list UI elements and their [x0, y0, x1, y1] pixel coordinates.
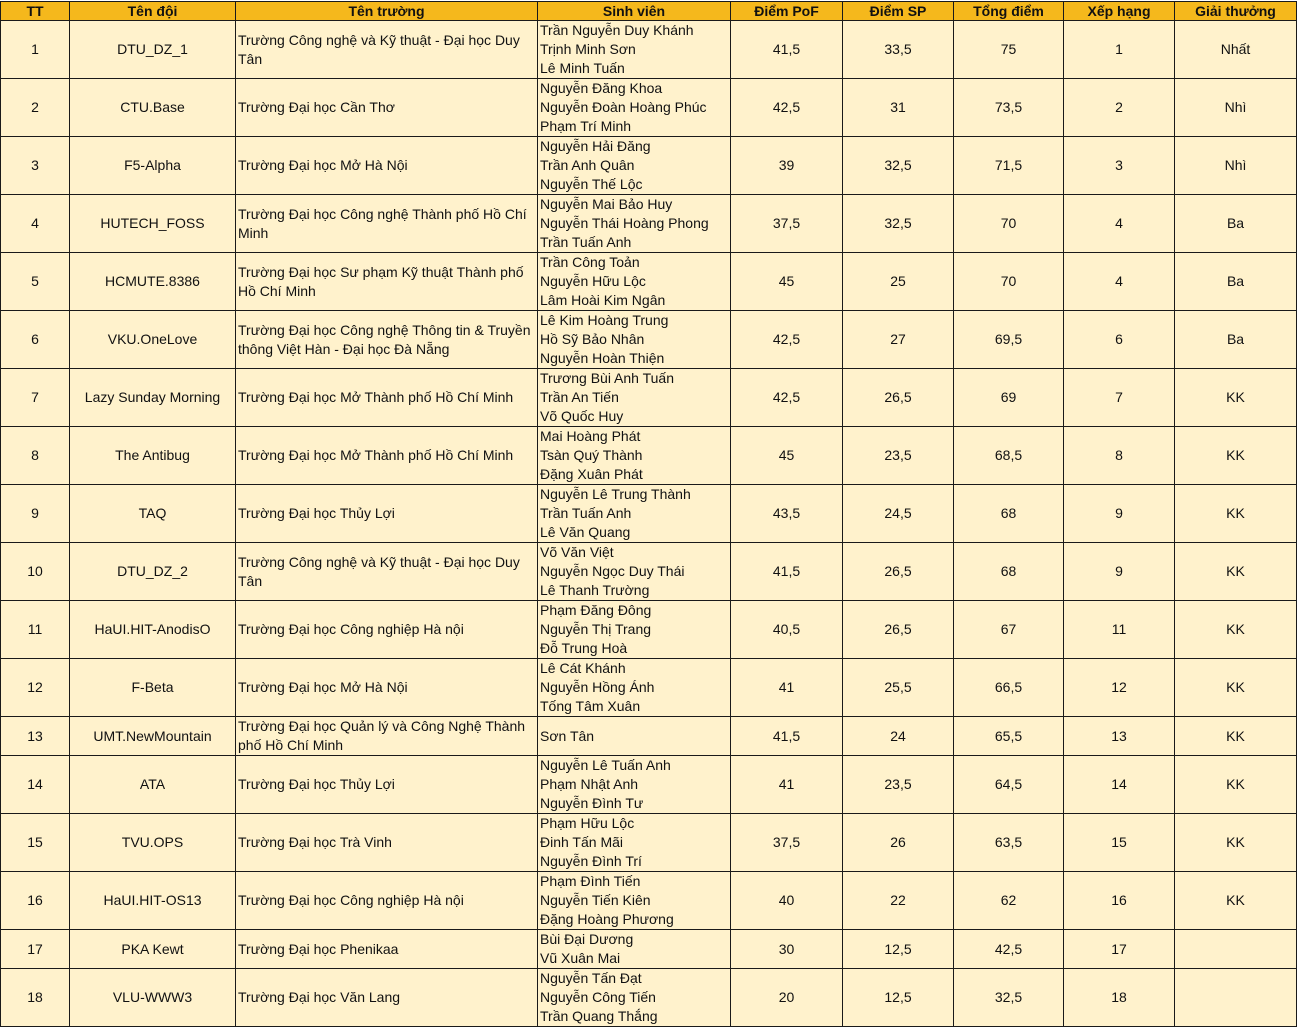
cell-sp: 24 — [843, 717, 954, 756]
cell-sp: 12,5 — [843, 930, 954, 969]
student-name: Nguyễn Ngọc Duy Thái — [540, 563, 685, 579]
cell-team: The Antibug — [70, 427, 236, 485]
cell-school: Trường Đại học Sư phạm Kỹ thuật Thành phố Hồ Chí Minh — [236, 253, 538, 311]
header-award: Giải thưởng — [1175, 2, 1297, 21]
cell-award: KK — [1175, 872, 1297, 930]
cell-total: 69,5 — [954, 311, 1064, 369]
cell-rank: 9 — [1064, 543, 1175, 601]
cell-students — [538, 601, 731, 659]
cell-award: KK — [1175, 427, 1297, 485]
cell-rank: 11 — [1064, 601, 1175, 659]
student-name: Lê Kim Hoàng Trung — [540, 312, 669, 328]
cell-sp: 26 — [843, 814, 954, 872]
cell-rank: 17 — [1064, 930, 1175, 969]
cell-pof: 37,5 — [731, 814, 843, 872]
student-name: Nguyễn Thế Lộc — [540, 176, 643, 192]
cell-students — [538, 717, 731, 756]
cell-school: Trường Đại học Thủy Lợi — [236, 756, 538, 814]
cell-pof: 41,5 — [731, 717, 843, 756]
cell-award: Ba — [1175, 253, 1297, 311]
cell-rank: 16 — [1064, 872, 1175, 930]
cell-sp: 22 — [843, 872, 954, 930]
student-name: Lâm Hoài Kim Ngân — [540, 292, 666, 308]
cell-total: 42,5 — [954, 930, 1064, 969]
cell-pof: 42,5 — [731, 369, 843, 427]
cell-school: Trường Đại học Mở Thành phố Hồ Chí Minh — [236, 369, 538, 427]
cell-sp: 31 — [843, 79, 954, 137]
cell-tt: 16 — [1, 872, 70, 930]
table-row — [1, 253, 1297, 311]
cell-total: 62 — [954, 872, 1064, 930]
cell-school: Trường Đại học Phenikaa — [236, 930, 538, 969]
cell-sp: 12,5 — [843, 969, 954, 1027]
cell-team: CTU.Base — [70, 79, 236, 137]
cell-rank: 3 — [1064, 137, 1175, 195]
cell-students — [538, 369, 731, 427]
student-name: Trương Bùi Anh Tuấn — [540, 370, 674, 386]
table-row — [1, 137, 1297, 195]
cell-tt: 7 — [1, 369, 70, 427]
student-name: Trần Anh Quân — [540, 157, 635, 173]
cell-total: 64,5 — [954, 756, 1064, 814]
cell-sp: 24,5 — [843, 485, 954, 543]
cell-total: 63,5 — [954, 814, 1064, 872]
student-name: Trần An Tiến — [540, 389, 619, 405]
cell-total: 66,5 — [954, 659, 1064, 717]
student-name: Trần Tuấn Anh — [540, 505, 632, 521]
cell-pof: 42,5 — [731, 79, 843, 137]
cell-pof: 40,5 — [731, 601, 843, 659]
cell-total: 70 — [954, 195, 1064, 253]
cell-tt: 10 — [1, 543, 70, 601]
cell-award: Nhì — [1175, 79, 1297, 137]
student-name: Nguyễn Thái Hoàng Phong — [540, 215, 709, 231]
cell-pof: 40 — [731, 872, 843, 930]
table-row — [1, 872, 1297, 930]
cell-team: UMT.NewMountain — [70, 717, 236, 756]
cell-total: 68 — [954, 543, 1064, 601]
table-row — [1, 659, 1297, 717]
cell-school: Trường Đại học Công nghệ Thành phố Hồ Chí Minh — [236, 195, 538, 253]
cell-school: Trường Đại học Công nghệ Thông tin & Truyền thông Việt Hàn - Đại học Đà Nẵng — [236, 311, 538, 369]
cell-team: HaUI.HIT-AnodisO — [70, 601, 236, 659]
table-row — [1, 427, 1297, 485]
header-pof: Điểm PoF — [731, 2, 843, 21]
cell-sp: 25 — [843, 253, 954, 311]
cell-tt: 4 — [1, 195, 70, 253]
cell-students — [538, 543, 731, 601]
student-name: Tống Tâm Xuân — [540, 698, 641, 714]
cell-tt: 11 — [1, 601, 70, 659]
cell-sp: 32,5 — [843, 137, 954, 195]
student-name: Sơn Tân — [540, 727, 595, 744]
student-name: Đỗ Trung Hoà — [540, 640, 628, 656]
cell-rank: 18 — [1064, 969, 1175, 1027]
cell-students — [538, 311, 731, 369]
cell-pof: 20 — [731, 969, 843, 1027]
cell-tt: 2 — [1, 79, 70, 137]
header-school: Tên trường — [236, 2, 538, 21]
student-name: Trần Nguyễn Duy Khánh — [540, 22, 694, 38]
cell-tt: 9 — [1, 485, 70, 543]
cell-pof: 45 — [731, 253, 843, 311]
cell-students — [538, 427, 731, 485]
cell-rank: 15 — [1064, 814, 1175, 872]
cell-tt: 5 — [1, 253, 70, 311]
cell-total: 68 — [954, 485, 1064, 543]
cell-school: Trường Đại học Cần Thơ — [236, 79, 538, 137]
student-name: Đặng Hoàng Phương — [540, 911, 674, 927]
student-name: Lê Văn Quang — [540, 524, 631, 540]
student-name: Hồ Sỹ Bảo Nhân — [540, 331, 645, 347]
table-row — [1, 21, 1297, 79]
cell-team: PKA Kewt — [70, 930, 236, 969]
table-row — [1, 369, 1297, 427]
student-name: Phạm Hữu Lộc — [540, 815, 635, 831]
cell-school: Trường Đại học Thủy Lợi — [236, 485, 538, 543]
cell-rank: 2 — [1064, 79, 1175, 137]
cell-rank: 9 — [1064, 485, 1175, 543]
header-team: Tên đội — [70, 2, 236, 21]
cell-students — [538, 195, 731, 253]
cell-total: 65,5 — [954, 717, 1064, 756]
cell-tt: 1 — [1, 21, 70, 79]
cell-team: DTU_DZ_1 — [70, 21, 236, 79]
cell-pof: 42,5 — [731, 311, 843, 369]
cell-tt: 12 — [1, 659, 70, 717]
student-name: Trần Tuấn Anh — [540, 234, 632, 250]
table-row — [1, 195, 1297, 253]
cell-school: Trường Đại học Mở Thành phố Hồ Chí Minh — [236, 427, 538, 485]
cell-tt: 6 — [1, 311, 70, 369]
cell-award: KK — [1175, 369, 1297, 427]
cell-rank: 8 — [1064, 427, 1175, 485]
student-name: Nguyễn Tiến Kiên — [540, 892, 651, 908]
student-name: Nguyễn Tấn Đạt — [540, 970, 642, 986]
cell-team: VKU.OneLove — [70, 311, 236, 369]
cell-school: Trường Đại học Mở Hà Nội — [236, 659, 538, 717]
cell-school: Trường Công nghệ và Kỹ thuật - Đại học Duy Tân — [236, 21, 538, 79]
cell-school: Trường Đại học Văn Lang — [236, 969, 538, 1027]
student-name: Nguyễn Hoàn Thiện — [540, 350, 665, 366]
cell-award: KK — [1175, 659, 1297, 717]
cell-students — [538, 485, 731, 543]
table-row — [1, 717, 1297, 756]
cell-award: KK — [1175, 543, 1297, 601]
cell-team: HUTECH_FOSS — [70, 195, 236, 253]
cell-pof: 43,5 — [731, 485, 843, 543]
cell-sp: 33,5 — [843, 21, 954, 79]
cell-team: F5-Alpha — [70, 137, 236, 195]
cell-sp: 23,5 — [843, 427, 954, 485]
student-name: Nguyễn Lê Trung Thành — [540, 486, 691, 502]
table-row — [1, 601, 1297, 659]
student-name: Lê Cát Khánh — [540, 660, 626, 676]
cell-students — [538, 659, 731, 717]
cell-award: Nhì — [1175, 137, 1297, 195]
cell-pof: 45 — [731, 427, 843, 485]
cell-total: 68,5 — [954, 427, 1064, 485]
cell-students — [538, 930, 731, 969]
cell-pof: 41 — [731, 756, 843, 814]
cell-sp: 26,5 — [843, 369, 954, 427]
cell-sp: 26,5 — [843, 543, 954, 601]
cell-award: KK — [1175, 717, 1297, 756]
cell-students — [538, 79, 731, 137]
cell-award: KK — [1175, 814, 1297, 872]
cell-team: HaUI.HIT-OS13 — [70, 872, 236, 930]
student-name: Võ Văn Việt — [540, 544, 614, 560]
table-row — [1, 756, 1297, 814]
cell-award: Ba — [1175, 311, 1297, 369]
student-name: Nguyễn Hải Đăng — [540, 138, 651, 154]
table-row — [1, 485, 1297, 543]
cell-rank: 4 — [1064, 195, 1175, 253]
student-name: Nguyễn Mai Bảo Huy — [540, 196, 673, 212]
cell-students — [538, 872, 731, 930]
cell-award: KK — [1175, 601, 1297, 659]
cell-rank: 4 — [1064, 253, 1175, 311]
cell-students — [538, 814, 731, 872]
cell-rank: 7 — [1064, 369, 1175, 427]
student-name: Nguyễn Thị Trang — [540, 621, 652, 637]
cell-award: KK — [1175, 756, 1297, 814]
student-name: Nguyễn Lê Tuấn Anh — [540, 757, 671, 773]
student-name: Vũ Xuân Mai — [540, 950, 621, 966]
cell-school: Trường Đại học Công nghiệp Hà nội — [236, 601, 538, 659]
cell-team: Lazy Sunday Morning — [70, 369, 236, 427]
cell-total: 73,5 — [954, 79, 1064, 137]
cell-pof: 41 — [731, 659, 843, 717]
student-name: Trần Công Toản — [540, 254, 640, 270]
table-row — [1, 311, 1297, 369]
header-students: Sinh viên — [538, 2, 731, 21]
student-name: Bùi Đại Dương — [540, 931, 634, 947]
cell-award: Ba — [1175, 195, 1297, 253]
student-name: Lê Thanh Trường — [540, 582, 650, 598]
cell-sp: 23,5 — [843, 756, 954, 814]
student-name: Nguyễn Hồng Ánh — [540, 679, 655, 695]
cell-team: ATA — [70, 756, 236, 814]
header-total: Tổng điểm — [954, 2, 1064, 21]
student-name: Đặng Xuân Phát — [540, 466, 643, 482]
student-name: Phạm Đình Tiến — [540, 873, 641, 889]
cell-total: 67 — [954, 601, 1064, 659]
student-name: Trịnh Minh Sơn — [540, 41, 636, 57]
cell-tt: 14 — [1, 756, 70, 814]
cell-total: 70 — [954, 253, 1064, 311]
header-sp: Điểm SP — [843, 2, 954, 21]
cell-team: HCMUTE.8386 — [70, 253, 236, 311]
cell-sp: 25,5 — [843, 659, 954, 717]
cell-total: 69 — [954, 369, 1064, 427]
cell-pof: 41,5 — [731, 543, 843, 601]
cell-team: VLU-WWW3 — [70, 969, 236, 1027]
cell-rank: 12 — [1064, 659, 1175, 717]
cell-total: 75 — [954, 21, 1064, 79]
student-name: Trần Quang Thắng — [540, 1008, 658, 1024]
table-row — [1, 79, 1297, 137]
cell-team: TAQ — [70, 485, 236, 543]
cell-pof: 39 — [731, 137, 843, 195]
cell-pof: 30 — [731, 930, 843, 969]
cell-school: Trường Đại học Công nghiệp Hà nội — [236, 872, 538, 930]
cell-rank: 13 — [1064, 717, 1175, 756]
header-rank: Xếp hạng — [1064, 2, 1175, 21]
cell-tt: 8 — [1, 427, 70, 485]
cell-award: KK — [1175, 485, 1297, 543]
cell-students — [538, 756, 731, 814]
table-row — [1, 543, 1297, 601]
cell-sp: 27 — [843, 311, 954, 369]
student-name: Phạm Trí Minh — [540, 118, 632, 134]
student-name: Võ Quốc Huy — [540, 408, 624, 424]
header-tt: TT — [1, 2, 70, 21]
student-name: Nguyễn Hữu Lộc — [540, 273, 646, 289]
cell-team: TVU.OPS — [70, 814, 236, 872]
cell-rank: 6 — [1064, 311, 1175, 369]
student-name: Phạm Đăng Đông — [540, 602, 652, 618]
cell-team: F-Beta — [70, 659, 236, 717]
cell-pof: 41,5 — [731, 21, 843, 79]
cell-rank: 1 — [1064, 21, 1175, 79]
cell-school: Trường Đại học Quản lý và Công Nghệ Thành phố Hồ Chí Minh — [236, 717, 538, 756]
cell-tt: 17 — [1, 930, 70, 969]
table-body — [1, 21, 1297, 1027]
student-name: Nguyễn Đình Trí — [540, 853, 642, 869]
cell-total: 32,5 — [954, 969, 1064, 1027]
cell-students — [538, 137, 731, 195]
student-name: Đinh Tấn Mãi — [540, 834, 624, 850]
cell-students — [538, 21, 731, 79]
results-table — [0, 1, 1297, 1027]
cell-students — [538, 253, 731, 311]
cell-award: Nhất — [1175, 21, 1297, 79]
cell-school: Trường Đại học Trà Vinh — [236, 814, 538, 872]
student-name: Nguyễn Đoàn Hoàng Phúc — [540, 99, 707, 115]
cell-school: Trường Công nghệ và Kỹ thuật - Đại học Duy Tân — [236, 543, 538, 601]
cell-sp: 32,5 — [843, 195, 954, 253]
cell-total: 71,5 — [954, 137, 1064, 195]
cell-award — [1175, 969, 1297, 1027]
student-name: Tsàn Quý Thành — [540, 447, 643, 463]
cell-sp: 26,5 — [843, 601, 954, 659]
cell-tt: 15 — [1, 814, 70, 872]
cell-school: Trường Đại học Mở Hà Nội — [236, 137, 538, 195]
table-row — [1, 814, 1297, 872]
student-name: Nguyễn Công Tiến — [540, 989, 656, 1005]
cell-award — [1175, 930, 1297, 969]
cell-team: DTU_DZ_2 — [70, 543, 236, 601]
student-name: Lê Minh Tuấn — [540, 60, 625, 76]
student-name: Mai Hoàng Phát — [540, 428, 641, 444]
cell-tt: 18 — [1, 969, 70, 1027]
student-name: Nguyễn Đăng Khoa — [540, 80, 663, 96]
cell-pof: 37,5 — [731, 195, 843, 253]
cell-tt: 3 — [1, 137, 70, 195]
cell-rank: 14 — [1064, 756, 1175, 814]
student-name: Nguyễn Đình Tư — [540, 795, 644, 811]
header-row — [1, 2, 1297, 21]
table-row — [1, 930, 1297, 969]
cell-students — [538, 969, 731, 1027]
table-row — [1, 969, 1297, 1027]
cell-tt: 13 — [1, 717, 70, 756]
student-name: Phạm Nhật Anh — [540, 776, 639, 792]
